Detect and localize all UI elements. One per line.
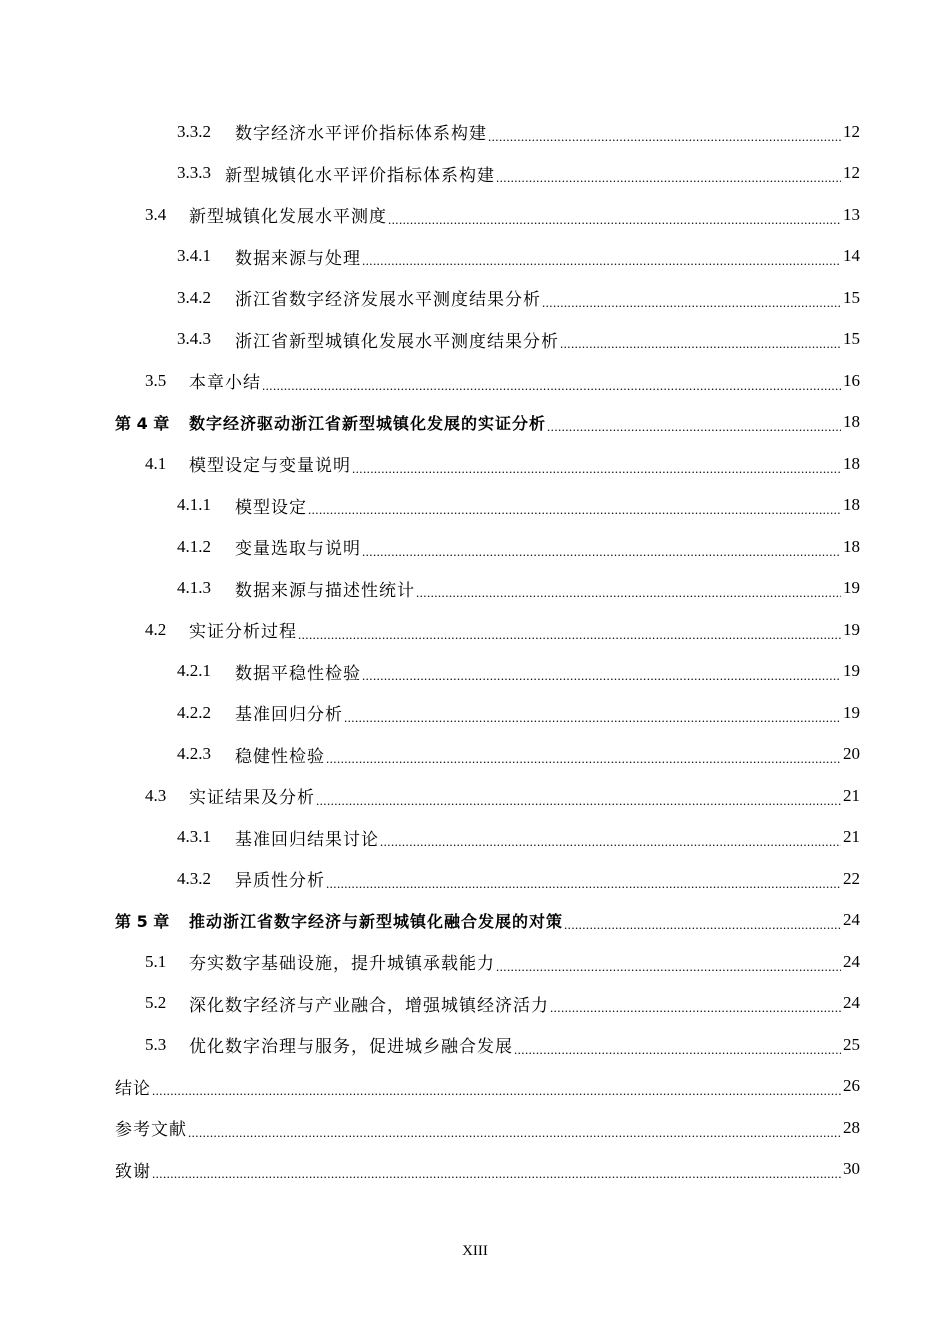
dot-leader: [547, 416, 841, 436]
toc-entry-number: 4.2: [145, 619, 167, 639]
toc-entry-page: 19: [843, 661, 860, 681]
dot-leader: [188, 1122, 841, 1142]
dot-leader: [380, 831, 841, 851]
toc-chapter-entry[interactable]: [115, 900, 860, 942]
dot-leader: [488, 126, 841, 146]
toc-entry-title: 数据来源与处理: [235, 248, 361, 268]
toc-entry-title: 实证结果及分析: [189, 788, 315, 808]
toc-entry[interactable]: [115, 443, 860, 485]
toc-entry[interactable]: [115, 153, 860, 195]
toc-entry-title: 新型城镇化水平评价指标体系构建: [225, 165, 495, 185]
toc-chapter-title: 数字经济驱动浙江省新型城镇化发展的实证分析: [189, 413, 547, 433]
toc-entry-number: 4.2.2: [177, 702, 211, 722]
toc-entry-title: 模型设定与变量说明: [189, 456, 351, 476]
toc-entry-number: 5.3: [145, 1034, 167, 1054]
toc-entry-number: 3.4.3: [177, 329, 211, 349]
toc-entry-title: 变量选取与说明: [235, 539, 361, 559]
toc-entry-title: 参考文献: [115, 1120, 187, 1140]
page-number-footer: XIII: [462, 1243, 488, 1259]
dot-leader: [362, 665, 841, 685]
dot-leader: [344, 707, 841, 727]
toc-entry-page: 12: [843, 121, 860, 141]
toc-entry-number: 4.2.1: [177, 661, 211, 681]
toc-entry-number: 4.1: [145, 453, 167, 473]
toc-entry-page: 26: [843, 1076, 860, 1096]
toc-entry-title: 本章小结: [189, 373, 261, 393]
toc-entry-page: 19: [843, 619, 860, 639]
toc-entry-page: 20: [843, 744, 860, 764]
toc-entry[interactable]: [115, 485, 860, 527]
toc-entry-page: 30: [843, 1159, 860, 1179]
toc-entry-number: 5.1: [145, 951, 167, 971]
toc-entry-number: 4.1.2: [177, 536, 211, 556]
dot-leader: [316, 790, 841, 810]
toc-entry-title: 模型设定: [235, 497, 307, 517]
toc-entry-number: 5.2: [145, 993, 167, 1013]
dot-leader: [152, 1163, 841, 1183]
dot-leader: [496, 167, 841, 187]
toc-entry-number: 4.1.3: [177, 578, 211, 598]
toc-entry-title: 优化数字治理与服务，促进城乡融合发展: [189, 1037, 513, 1057]
toc-entry-page: 18: [843, 536, 860, 556]
toc-entry[interactable]: [115, 319, 860, 361]
toc-entry-page: 22: [843, 868, 860, 888]
toc-entry-page: 16: [843, 370, 860, 390]
toc-entry-page: 21: [843, 827, 860, 847]
toc-entry-page: 12: [843, 163, 860, 183]
toc-entry[interactable]: [115, 692, 860, 734]
toc-entry-title: 新型城镇化发展水平测度: [189, 207, 387, 227]
toc-entry-title: 深化数字经济与产业融合，增强城镇经济活力: [189, 995, 549, 1015]
toc-entry[interactable]: [115, 111, 860, 153]
toc-entry-page: 19: [843, 578, 860, 598]
toc-entry-title: 结论: [115, 1078, 151, 1098]
toc-entry[interactable]: [115, 651, 860, 693]
toc-entry-page: 13: [843, 204, 860, 224]
toc-entry-title: 浙江省新型城镇化发展水平测度结果分析: [235, 331, 559, 351]
toc-entry[interactable]: [115, 609, 860, 651]
toc-entry-title: 夯实数字基础设施，提升城镇承载能力: [189, 954, 495, 974]
dot-leader: [362, 541, 841, 561]
toc-entry-title: 数据来源与描述性统计: [235, 580, 415, 600]
dot-leader: [416, 582, 841, 602]
toc-entry-number: 3.5: [145, 370, 167, 390]
toc-entry-references[interactable]: [115, 1107, 860, 1149]
toc-entry[interactable]: [115, 277, 860, 319]
toc-entry-title: 数字经济水平评价指标体系构建: [235, 124, 487, 144]
toc-entry-title: 基准回归分析: [235, 705, 343, 725]
dot-leader: [308, 499, 841, 519]
toc-entry-page: 18: [843, 412, 860, 432]
toc-entry-title: 数据平稳性检验: [235, 663, 361, 683]
toc-chapter-entry[interactable]: [115, 402, 860, 444]
toc-entry-title: 致谢: [115, 1161, 151, 1181]
dot-leader: [298, 624, 841, 644]
toc-entry-title: 基准回归结果讨论: [235, 829, 379, 849]
toc-entry-title: 异质性分析: [235, 871, 325, 891]
toc-entry-number: 3.3.2: [177, 121, 211, 141]
toc-entry[interactable]: [115, 194, 860, 236]
toc-entry-number: 4.3.1: [177, 827, 211, 847]
toc-chapter-number: 第 4 章: [115, 413, 170, 433]
toc-entry-number: 3.4: [145, 204, 167, 224]
dot-leader: [550, 997, 841, 1017]
toc-entry-page: 24: [843, 993, 860, 1013]
toc-entry-number: 4.1.1: [177, 495, 211, 515]
toc-entry-title: 稳健性检验: [235, 746, 325, 766]
toc-entry-acknowledgements[interactable]: [115, 1149, 860, 1191]
toc-entry[interactable]: [115, 526, 860, 568]
toc-entry-page: 15: [843, 287, 860, 307]
toc-entry[interactable]: [115, 1024, 860, 1066]
toc-entry[interactable]: [115, 734, 860, 776]
toc-entry-page: 14: [843, 246, 860, 266]
toc-entry-number: 4.3.2: [177, 868, 211, 888]
toc-entry-page: 15: [843, 329, 860, 349]
dot-leader: [514, 1039, 841, 1059]
toc-entry[interactable]: [115, 568, 860, 610]
toc-entry[interactable]: [115, 983, 860, 1025]
toc-entry-number: 3.4.1: [177, 246, 211, 266]
toc-entry-page: 18: [843, 453, 860, 473]
toc-entry-number: 3.3.3: [177, 163, 211, 183]
toc-entry[interactable]: [115, 236, 860, 278]
table-of-contents: [115, 111, 860, 1190]
toc-entry[interactable]: [115, 858, 860, 900]
dot-leader: [388, 209, 841, 229]
dot-leader: [326, 873, 841, 893]
toc-entry-page: 24: [843, 910, 860, 930]
toc-entry-page: 21: [843, 785, 860, 805]
dot-leader: [542, 292, 841, 312]
toc-entry-number: 4.2.3: [177, 744, 211, 764]
dot-leader: [496, 956, 841, 976]
toc-entry-title: 实证分析过程: [189, 622, 297, 642]
toc-entry-number: 3.4.2: [177, 287, 211, 307]
toc-entry[interactable]: [115, 775, 860, 817]
toc-chapter-number: 第 5 章: [115, 911, 170, 931]
toc-entry-page: 28: [843, 1117, 860, 1137]
dot-leader: [564, 914, 841, 934]
toc-entry-conclusion[interactable]: [115, 1066, 860, 1108]
toc-entry-page: 25: [843, 1034, 860, 1054]
toc-entry[interactable]: [115, 817, 860, 859]
dot-leader: [152, 1080, 841, 1100]
toc-entry-page: 19: [843, 702, 860, 722]
toc-chapter-title: 推动浙江省数字经济与新型城镇化融合发展的对策: [189, 911, 564, 931]
dot-leader: [352, 458, 841, 478]
toc-entry[interactable]: [115, 941, 860, 983]
toc-entry-page: 24: [843, 951, 860, 971]
toc-entry[interactable]: [115, 360, 860, 402]
toc-entry-page: 18: [843, 495, 860, 515]
toc-entry-title: 浙江省数字经济发展水平测度结果分析: [235, 290, 541, 310]
dot-leader: [362, 250, 841, 270]
dot-leader: [560, 333, 841, 353]
dot-leader: [326, 748, 841, 768]
dot-leader: [262, 375, 841, 395]
toc-entry-number: 4.3: [145, 785, 167, 805]
